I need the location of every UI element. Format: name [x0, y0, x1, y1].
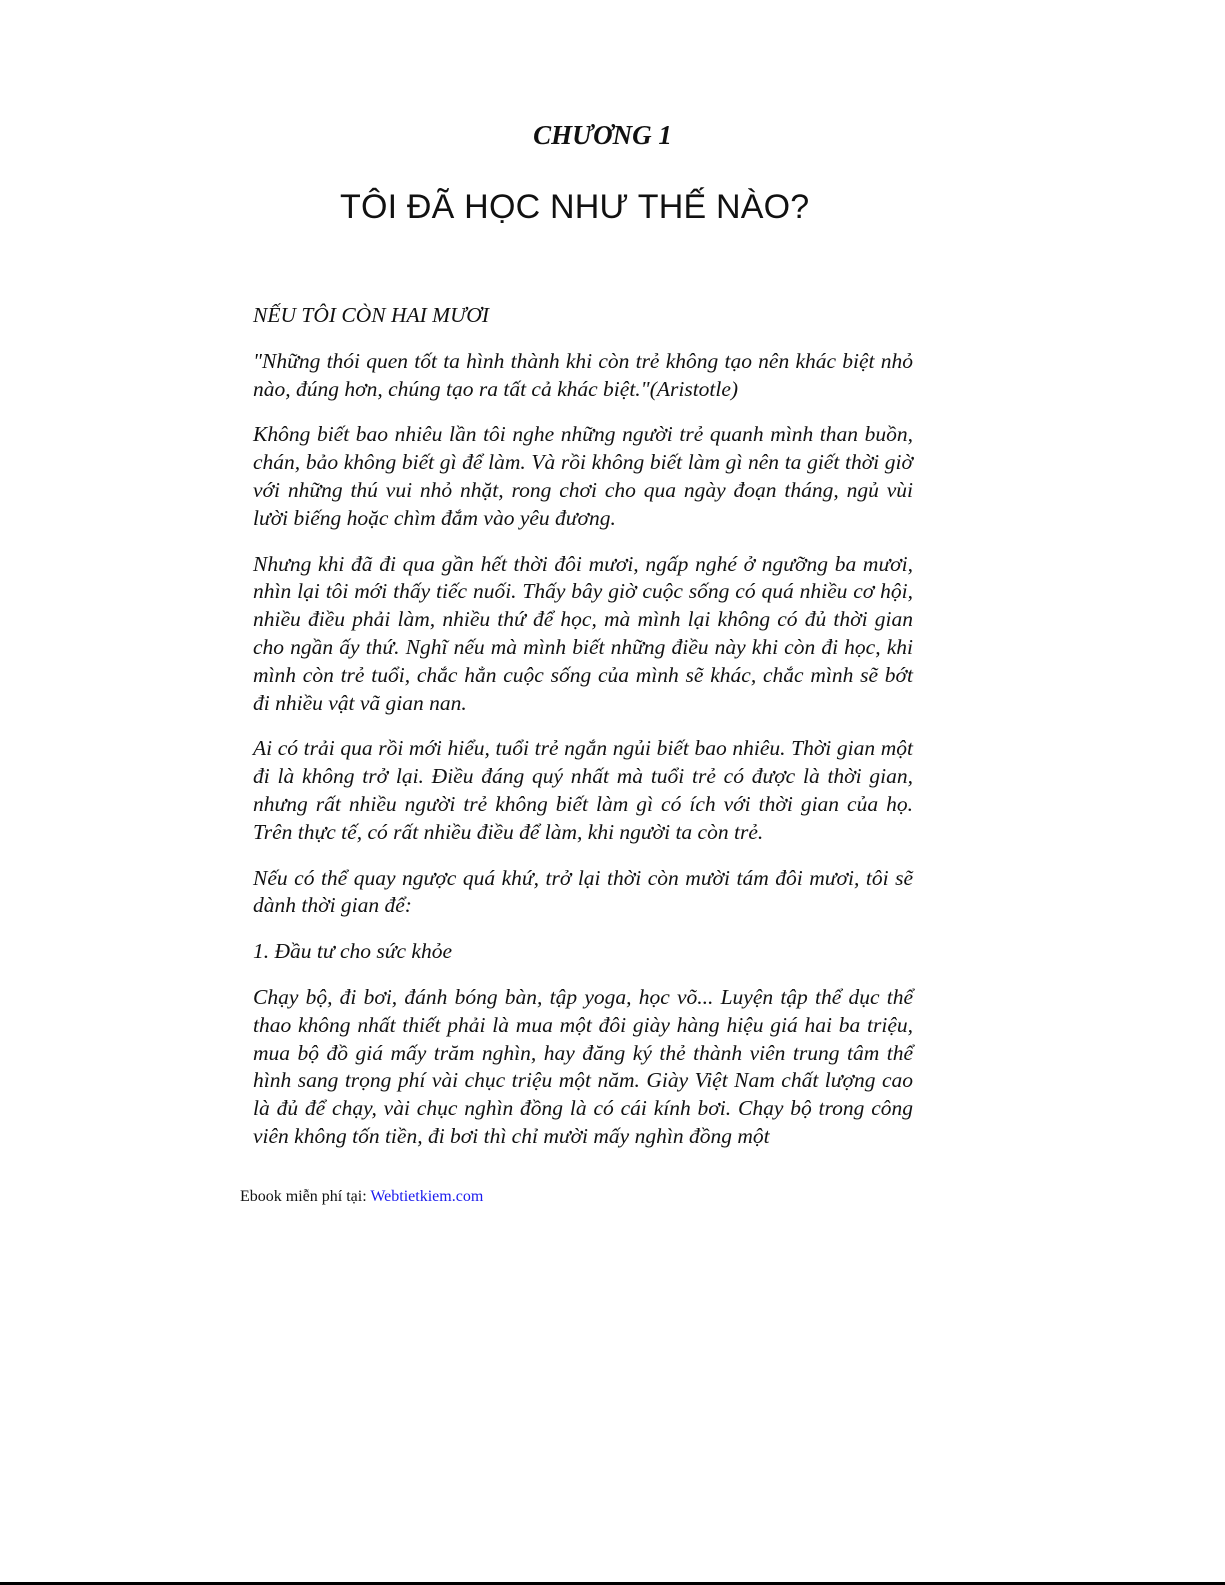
section-heading: NẾU TÔI CÒN HAI MƯƠI — [253, 303, 489, 327]
chapter-body — [253, 302, 913, 1169]
paragraph-quote: "Những thói quen tốt ta hình thành khi còn trẻ không tạo nên khác biệt nhỏ nào, đúng hơn, chúng tạo ra tất cả khác biệt."(Aristotle) — [253, 348, 913, 401]
paragraph: Nếu có thể quay ngược quá khứ, trở lại thời còn mười tám đôi mươi, tôi sẽ dành thời gian để: — [253, 865, 913, 918]
paragraph: Ai có trải qua rồi mới hiểu, tuổi trẻ ngắn ngủi biết bao nhiêu. Thời gian một đi là không trở lại. Điều đáng quý nhất mà tuổi trẻ có được là thời gian, nhưng rất nhiều người trẻ không biết làm gì có ích với thời gian của họ. Trên thực tế, có rất nhiều điều để làm, khi người ta còn trẻ. — [253, 736, 913, 844]
paragraph: Nhưng khi đã đi qua gần hết thời đôi mươi, ngấp nghé ở ngưỡng ba mươi, nhìn lại tôi mới thấy tiếc nuối. Thấy bây giờ cuộc sống có quá nhiều cơ hội, nhiều điều phải làm, nhiều thứ để học, mà mình lại không có đủ thời gian cho ngần ấy thứ. Nghĩ nếu mà mình biết những điều này khi còn đi học, khi mình còn trẻ tuổi, chắc hẳn cuộc sống của mình sẽ khác, chắc mình sẽ bớt đi nhiều vật vã gian nan. — [253, 551, 913, 715]
footer-note — [240, 1188, 483, 1206]
footer-link[interactable]: Webtietkiem.com — [370, 1188, 484, 1205]
footer-prefix: Ebook miễn phí tại: — [240, 1188, 371, 1205]
paragraph: Không biết bao nhiêu lần tôi nghe những người trẻ quanh mình than buồn, chán, bảo không biết gì để làm. Và rồi không biết làm gì nên ta giết thời giờ với những thú vui nhỏ nhặt, rong chơi cho qua ngày đoạn tháng, ngủ vùi lười biếng hoặc chìm đắm vào yêu đương. — [253, 422, 913, 530]
paragraph: Chạy bộ, đi bơi, đánh bóng bàn, tập yoga, học võ... Luyện tập thể dục thể thao không nhất thiết phải là mua một đôi giày hàng hiệu giá hai ba triệu, mua bộ đồ giá mấy trăm nghìn, hay đăng ký thẻ thành viên trung tâm thể hình sang trọng phí vài chục triệu một năm. Giày Việt Nam chất lượng cao là đủ để chạy, vài chục nghìn đồng là có cái kính bơi. Chạy bộ trong công viên không tốn tiền, đi bơi thì chỉ mười mấy nghìn đồng một — [253, 984, 913, 1148]
chapter-title: TÔI ĐÃ HỌC NHƯ THẾ NÀO? — [340, 188, 810, 226]
list-heading: 1. Đầu tư cho sức khỏe — [253, 939, 452, 964]
chapter-label: CHƯƠNG 1 — [533, 120, 672, 150]
